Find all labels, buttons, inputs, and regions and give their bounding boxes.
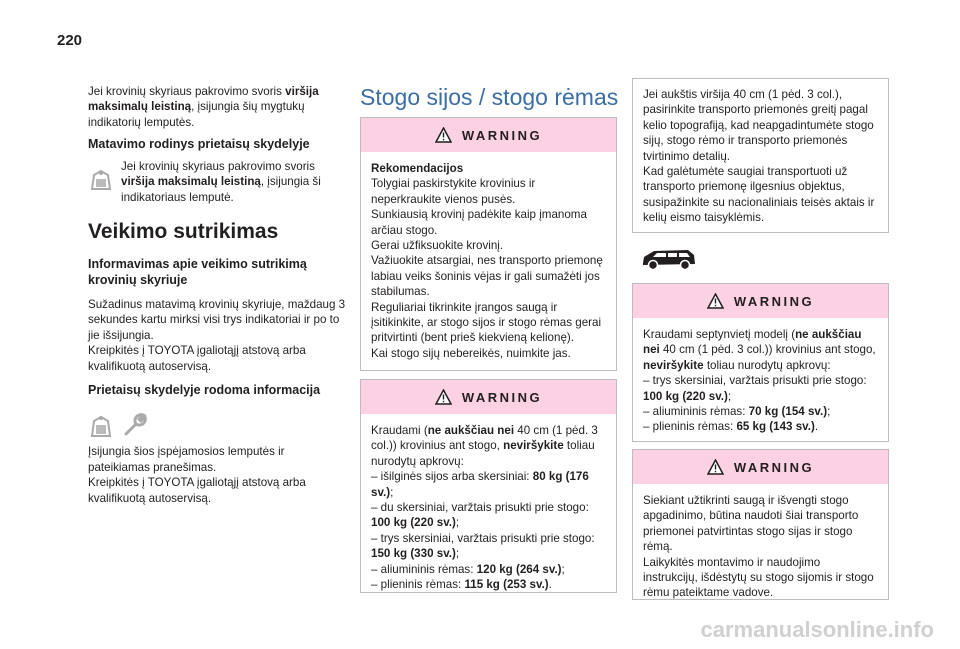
watermark: carmanualsonline.info — [700, 617, 934, 642]
display-text: Įsijungia šios įspėjamosios lemputės ir pateikiamas pranešimas. — [88, 445, 285, 474]
load-item — [371, 531, 606, 562]
warning-header — [633, 450, 888, 484]
display-icons — [88, 412, 348, 440]
load-intro-c: 40 cm (1 pėd. 3 col.)) krovinius ant stogo, — [371, 424, 598, 453]
cargo-weight-icon — [88, 169, 114, 196]
warning-body — [633, 484, 888, 601]
roof-height-note — [633, 79, 888, 226]
load-intro — [371, 423, 606, 469]
load-item — [643, 419, 878, 434]
warning-box-recommendations — [360, 117, 617, 371]
load-item — [371, 500, 606, 531]
display-contact: Kreipkitės į TOYOTA įgaliotąjį atstovą arba kvalifikuotą autoservisą. — [88, 476, 306, 505]
load-intro-bold: ne aukščiau nei — [427, 424, 515, 437]
load-item — [371, 562, 606, 577]
seven-seat-intro-bold: ne aukščiau nei — [643, 328, 862, 357]
warning-body — [361, 414, 616, 592]
malfunction-contact: Kreipkitės į TOYOTA įgaliotąjį atstovą arba kvalifikuotą autoservisą. — [88, 344, 306, 373]
load-item-end: ; — [390, 485, 394, 499]
load-item-label: – aliumininis rėmas: — [643, 405, 749, 419]
warning-header — [361, 118, 616, 152]
long-objects-text: Kad galėtumėte saugiai transportuoti už transporto priemonę ilgesnius objektus, susipažinkite su nacionaliniais teisės aktais ir kelių eismo taisyklėmis. — [643, 165, 875, 225]
intro-text: Jei krovinių skyriaus pakrovimo svoris — [88, 85, 286, 98]
load-item-end: . — [814, 420, 819, 434]
intro-bold: viršija maksimalų leistiną — [88, 85, 319, 114]
warning-line: Važiuokite atsargiai, nes transporto priemonę labiau veiks šoninis vėjas ir gali sumažėti jos stabilumas. — [371, 254, 603, 299]
cargo-weight-icon — [88, 414, 114, 443]
load-item-value: 100 kg (220 sv.) — [371, 516, 456, 530]
load-item-end: ; — [455, 547, 460, 561]
indicator-block — [88, 159, 348, 205]
approved-bars-text: Siekiant užtikrinti saugą ir išvengti stogo apgadinimo, būtina naudoti šiai transporto priemonei patvirtintas stogo sijas ir stogo rėmą. — [643, 494, 859, 554]
warning-box-seven-seat — [632, 283, 889, 442]
load-item — [643, 373, 878, 404]
load-item-label: – trys skersiniai, varžtais prisukti prie stogo: — [371, 531, 595, 545]
load-item-value: 150 kg (330 sv.) — [371, 547, 456, 561]
heading-dashboard-display: Matavimo rodinys prietaisų skydelyje — [88, 137, 310, 152]
seven-seat-intro — [643, 327, 878, 373]
seven-seat-intro-c: 40 cm (1 pėd. 3 col.)) krovinius ant stogo, — [659, 343, 876, 357]
warning-line: Gerai užfiksuokite krovinį. — [371, 239, 504, 253]
warning-label: WARNING — [733, 459, 815, 475]
load-item-end: ; — [455, 516, 460, 530]
warning-line: Reguliariai tikrinkite įrangos saugą ir įsitikinkite, ar stogo sijos ir stogo rėmas gerai pritvirtinti (bent prieš kiekvieną kelionę). — [371, 300, 602, 345]
load-item-label: – plieninis rėmas: — [643, 420, 737, 434]
warning-box-approved-bars — [632, 449, 889, 600]
warning-label: WARNING — [461, 389, 543, 405]
indicator-text-c: , įsijungia ši indikatoriaus lemputė. — [121, 175, 321, 204]
warning-heading: Rekomendacijos — [371, 162, 464, 175]
warning-line: Sunkiausią krovinį padėkite kaip įmanoma arčiau stogo. — [371, 208, 587, 237]
load-item-value: 80 kg (176 sv.) — [371, 470, 589, 499]
load-item — [371, 577, 606, 592]
intro-text-end: , įsijungia šių mygtukų indikatorių lemputės. — [88, 100, 305, 129]
instructions-text: Laikykitės montavimo ir naudojimo instrukcijų, išdėstytų su stogo sijomis ir stogo rėmu pateiktame vadove. — [643, 555, 874, 600]
load-item-end: . — [548, 578, 552, 592]
load-intro-bold-2: neviršykite — [503, 439, 564, 453]
warning-body — [633, 318, 888, 435]
warning-line: Kai stogo sijų nebereikės, nuimkite jas. — [371, 346, 571, 360]
indicator-text-bold: viršija maksimalų leistiną — [121, 175, 261, 189]
warning-label: WARNING — [461, 127, 543, 143]
load-item-end: ; — [561, 562, 565, 576]
warning-label: WARNING — [733, 293, 815, 309]
section-title: Stogo sijos / stogo rėmas — [360, 84, 619, 110]
warning-triangle-icon — [435, 389, 452, 405]
seven-seat-van-icon — [640, 247, 698, 276]
page-number: 220 — [57, 32, 83, 49]
seven-seat-intro-a: Kraudami septynvietį modelį ( — [643, 328, 796, 341]
load-item-value: 115 kg (253 sv.) — [464, 578, 549, 592]
load-item-value: 70 kg (154 sv.) — [748, 405, 828, 419]
heading-malfunction: Veikimo sutrikimas — [88, 219, 279, 243]
roof-height-text: Jei aukštis viršija 40 cm (1 pėd. 3 col.), pasirinkite transporto priemonės greitį pagal kelio topografiją, kad neapgadintumėte stogo sijų, stogo rėmo ir transporto priemonės tvirtinimo detalių. — [643, 88, 874, 163]
load-item-label: – du skersiniai, varžtais prisukti prie stogo: — [371, 501, 589, 515]
warning-line: Tolygiai paskirstykite krovinius ir neperkraukite vienos pusės. — [371, 177, 536, 206]
indicator-text — [88, 159, 348, 205]
malfunction-text: Sužadinus matavimą krovinių skyriuje, maždaug 3 sekundes kartu mirksi visi trys indikatoriai ir po to jie išsijungia. — [88, 297, 346, 342]
load-item — [371, 469, 606, 500]
warning-header — [633, 284, 888, 318]
heading-malfunction-info: Informavimas apie veikimo sutrikimą krovinių skyriuje — [88, 256, 307, 288]
column-left — [88, 84, 348, 506]
load-item-value: 120 kg (264 sv.) — [476, 562, 562, 576]
load-item-value: 100 kg (220 sv.) — [643, 389, 728, 403]
load-item-label: – išilginės sijos arba skersiniai: — [371, 470, 533, 484]
load-intro-a: Kraudami ( — [371, 424, 428, 437]
load-item — [643, 404, 878, 419]
warning-header — [361, 380, 616, 414]
wrench-icon — [122, 412, 148, 443]
seven-seat-intro-bold-2: neviršykite — [643, 358, 704, 372]
heading-display-info: Prietaisų skydelyje rodoma informacija — [88, 382, 321, 397]
load-item-label: – trys skersiniai, varžtais prisukti prie stogo: — [643, 374, 867, 388]
roof-height-note-box — [632, 78, 889, 233]
intro-paragraph — [88, 84, 348, 130]
warning-body — [361, 152, 616, 361]
seven-seat-intro-e: toliau nurodytų apkrovų: — [703, 358, 831, 372]
load-item-end: ; — [727, 389, 732, 403]
warning-triangle-icon — [435, 127, 452, 143]
load-item-label: – plieninis rėmas: — [371, 578, 465, 592]
load-item-end: ; — [827, 405, 831, 419]
warning-triangle-icon — [707, 459, 724, 475]
warning-triangle-icon — [707, 293, 724, 309]
load-intro-e: toliau nurodytų apkrovų: — [371, 439, 595, 468]
load-item-label: – aliumininis rėmas: — [371, 562, 477, 576]
warning-box-roof-loads — [360, 379, 617, 593]
load-item-value: 65 kg (143 sv.) — [736, 420, 815, 434]
indicator-text-a: Jei krovinių skyriaus pakrovimo svoris — [121, 159, 315, 173]
